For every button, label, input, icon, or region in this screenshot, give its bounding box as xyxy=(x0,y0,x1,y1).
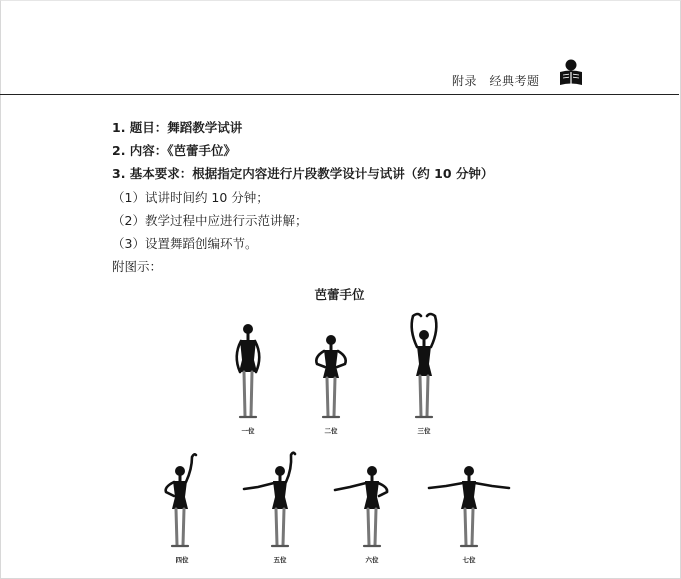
header-title: 附录 经典考题 xyxy=(452,74,540,88)
dancer-fifth-position-image xyxy=(240,449,320,551)
requirement-item: （1）试讲时间约 10 分钟； xyxy=(112,189,269,205)
question-body xyxy=(112,116,562,278)
dancer-first-position-image xyxy=(222,320,274,422)
question-title: 1. 题目：舞蹈教学试讲 xyxy=(112,120,243,135)
position-label: 一位 xyxy=(241,427,255,435)
dancer-figure xyxy=(156,449,208,569)
reading-person-icon xyxy=(555,58,587,90)
dancer-third-position-image xyxy=(398,310,450,422)
figure-title: 芭蕾手位 xyxy=(314,287,365,302)
dancer-fourth-position-image xyxy=(156,449,208,551)
position-label: 二位 xyxy=(324,427,338,435)
dancer-figure xyxy=(398,310,450,440)
header-rule xyxy=(0,94,679,95)
dancer-figure xyxy=(305,320,357,440)
dancer-figure xyxy=(332,449,412,569)
dancer-figure xyxy=(222,320,274,440)
dancer-figure xyxy=(240,449,320,569)
position-label: 六位 xyxy=(365,556,379,564)
dancer-sixth-position-image xyxy=(332,449,412,551)
requirement-item: （2）教学过程中应进行示范讲解； xyxy=(112,212,308,228)
question-requirements: 3. 基本要求：根据指定内容进行片段教学设计与试讲（约 10 分钟） xyxy=(112,166,494,182)
figure-intro: 附图示： xyxy=(112,259,163,275)
position-label: 五位 xyxy=(273,556,287,564)
position-label: 七位 xyxy=(462,556,476,564)
dancer-figure xyxy=(426,449,512,569)
page-header xyxy=(440,58,590,92)
position-label: 三位 xyxy=(417,427,431,435)
requirement-item: （3）设置舞蹈创编环节。 xyxy=(112,236,258,252)
dancer-second-position-image xyxy=(305,320,357,422)
dancer-seventh-position-image xyxy=(426,449,512,551)
question-content: 2. 内容：《芭蕾手位》 xyxy=(112,143,237,159)
position-label: 四位 xyxy=(175,556,189,564)
